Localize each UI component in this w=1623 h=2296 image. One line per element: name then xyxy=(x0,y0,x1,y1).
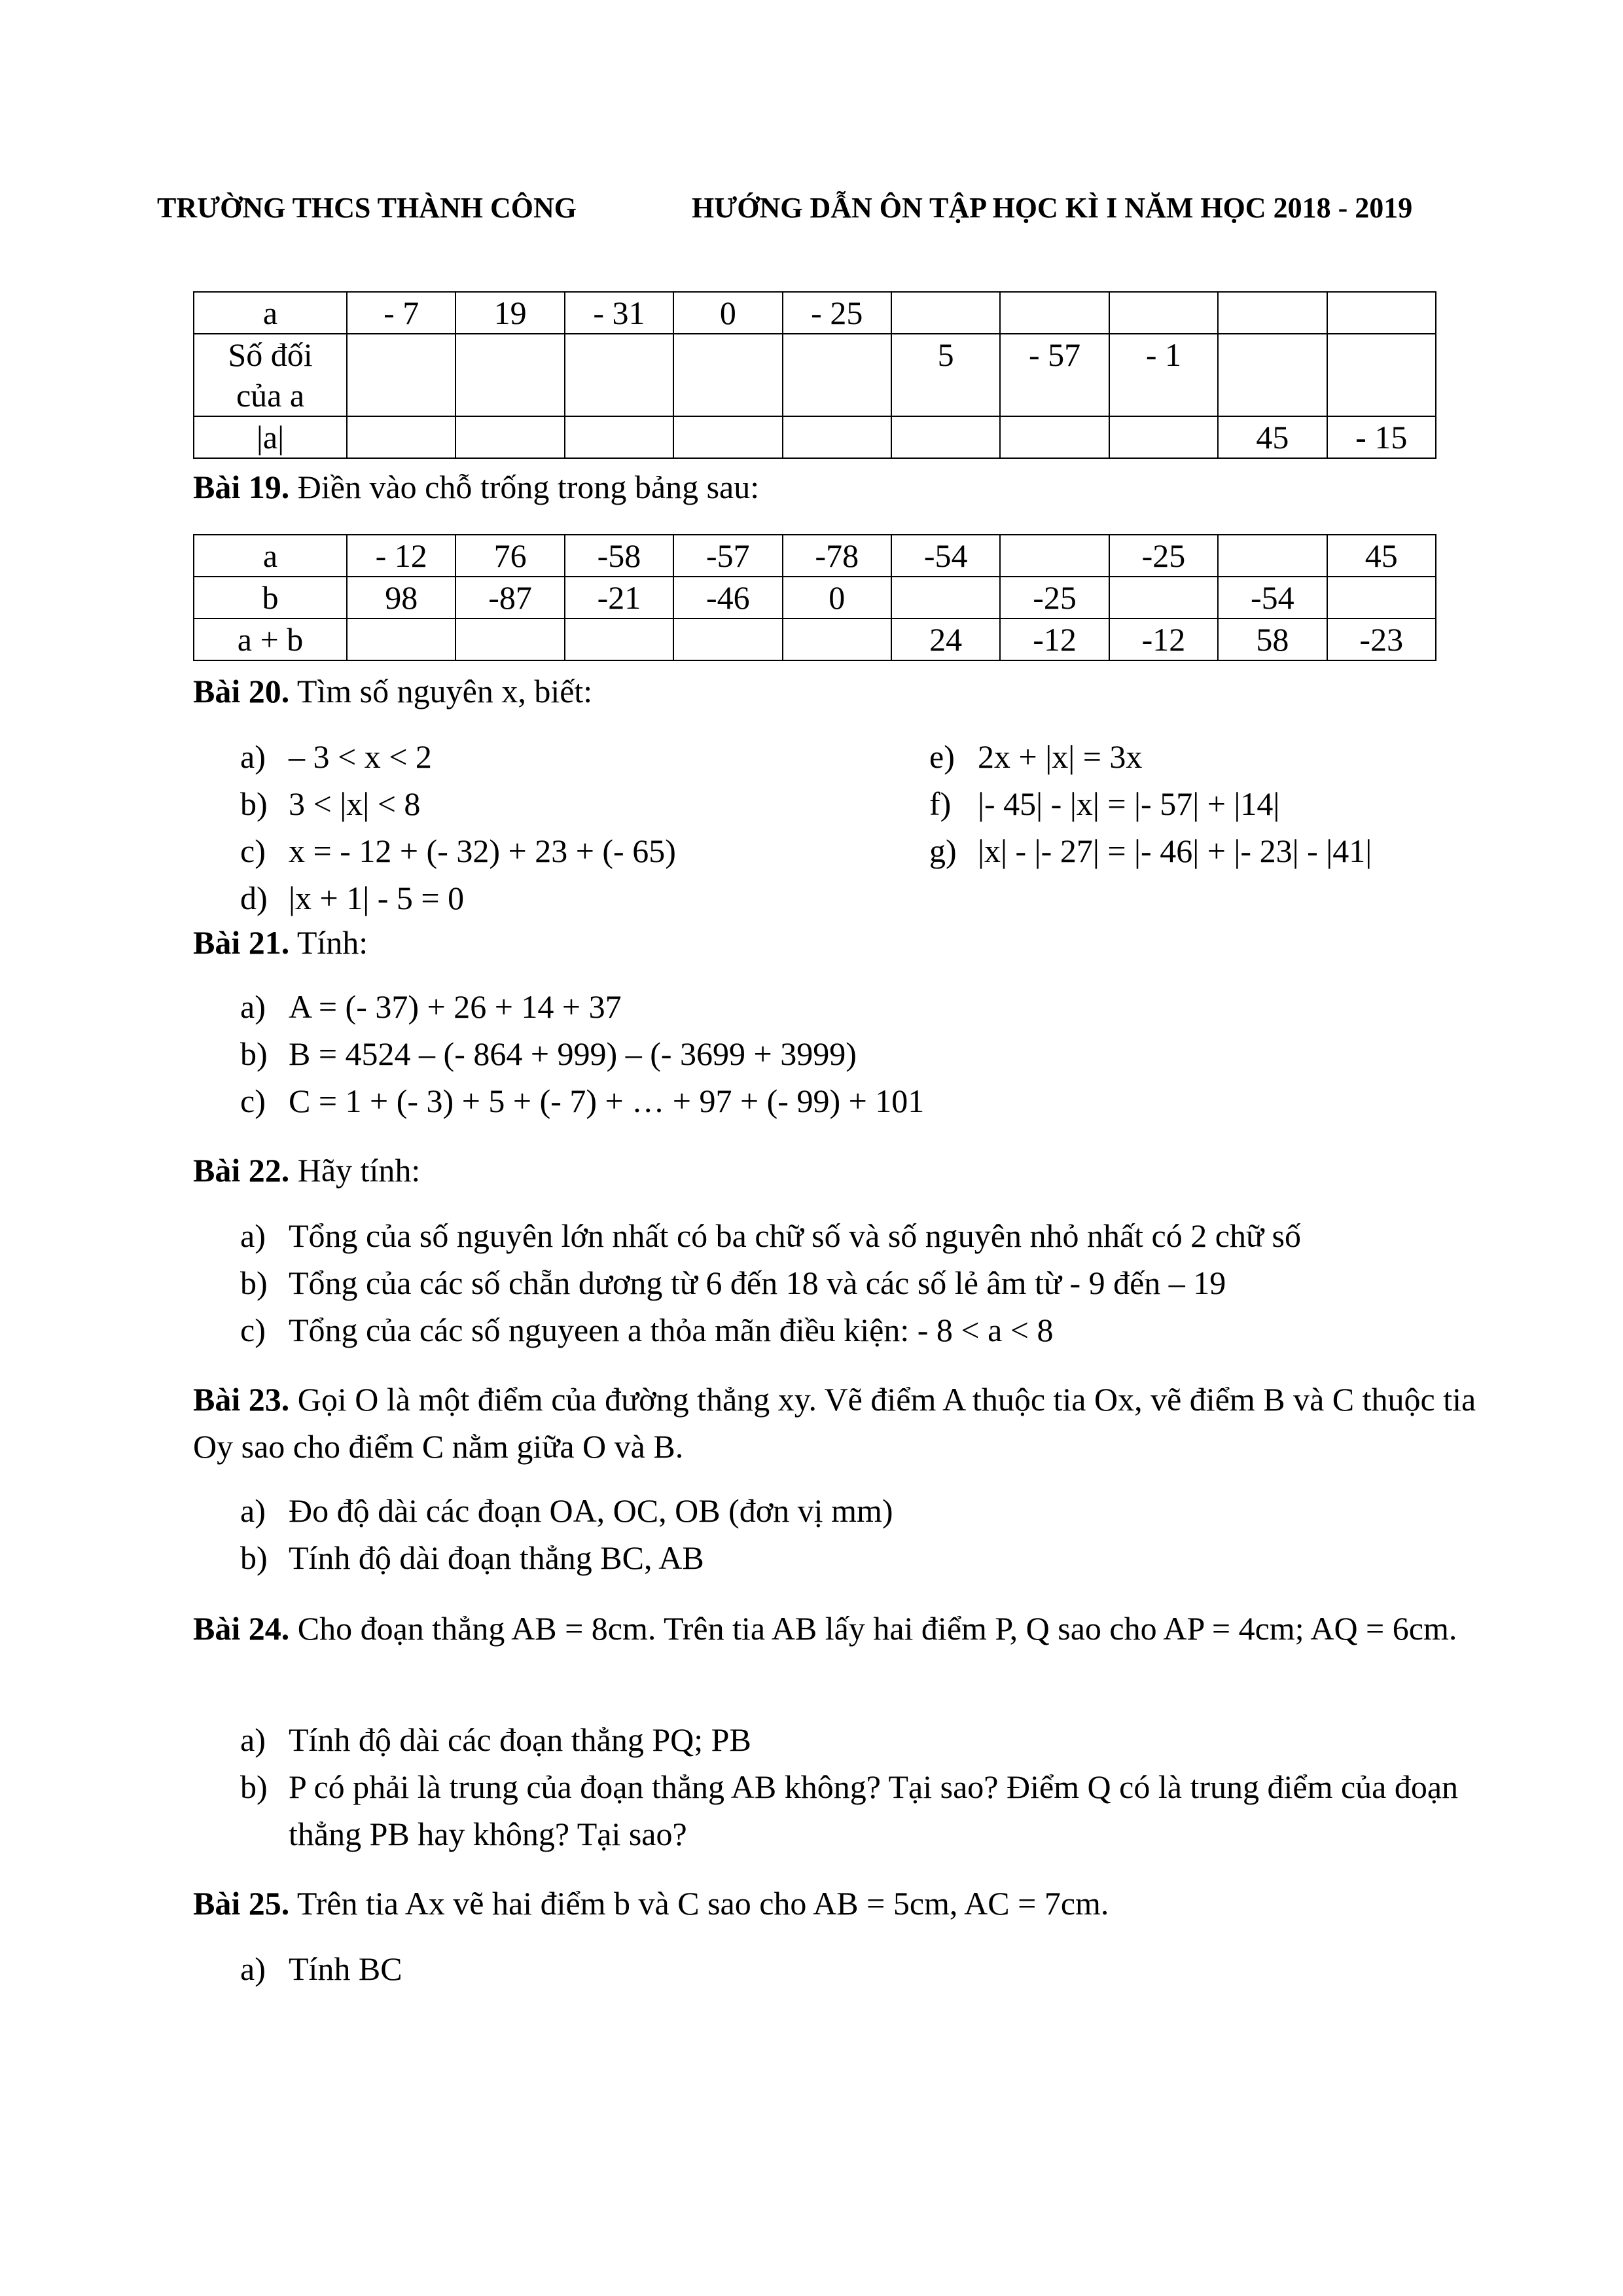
item-label: d) xyxy=(240,880,268,916)
table-cell xyxy=(783,416,891,458)
table-cell: -12 xyxy=(1109,619,1218,660)
table-row xyxy=(194,577,1436,619)
table-cell xyxy=(1000,292,1109,334)
exercise-19-heading xyxy=(193,463,1495,511)
item-label: a) xyxy=(240,1721,266,1758)
item-text: |x + 1| - 5 = 0 xyxy=(289,880,465,916)
item-label: b) xyxy=(240,1539,268,1576)
table-cell xyxy=(673,334,782,416)
exercise-25-heading xyxy=(193,1880,1495,1927)
row-label: a xyxy=(194,292,347,334)
item-text: |- 45| - |x| = |- 57| + |14| xyxy=(978,785,1280,822)
item-label: b) xyxy=(240,1035,268,1072)
table-cell xyxy=(1327,577,1436,619)
table-cell xyxy=(673,416,782,458)
table-cell xyxy=(1109,416,1218,458)
row-label-line: của a xyxy=(236,377,305,414)
table-row xyxy=(194,334,1436,416)
table-cell: 45 xyxy=(1327,535,1436,577)
exercise-text: Cho đoạn thẳng AB = 8cm. Trên tia AB lấy hai điểm P, Q sao cho AP = 4cm; AQ = 6cm. xyxy=(289,1610,1457,1647)
table-cell: 0 xyxy=(783,577,891,619)
row-label: b xyxy=(194,577,347,619)
table-cell: 98 xyxy=(347,577,455,619)
table-cell xyxy=(455,619,564,660)
exercise-text: Trên tia Ax vẽ hai điểm b và C sao cho AB = 5cm, AC = 7cm. xyxy=(289,1885,1109,1922)
table-cell: -12 xyxy=(1000,619,1109,660)
table-cell xyxy=(455,334,564,416)
list-item xyxy=(240,1534,704,1581)
table-cell xyxy=(783,334,891,416)
table-cell xyxy=(891,416,1000,458)
item-label: c) xyxy=(240,1083,266,1119)
item-text: Tính BC xyxy=(289,1950,402,1987)
table-row xyxy=(194,416,1436,458)
item-text: 3 < |x| < 8 xyxy=(289,785,421,822)
list-item xyxy=(929,827,1372,874)
table-cell: - 7 xyxy=(347,292,455,334)
table-cell xyxy=(1327,334,1436,416)
table-cell xyxy=(1109,292,1218,334)
list-item xyxy=(240,827,676,874)
row-label: |a| xyxy=(194,416,347,458)
exercise-text: Hãy tính: xyxy=(289,1152,421,1189)
list-item xyxy=(240,874,464,922)
item-label: a) xyxy=(240,738,266,775)
table-cell xyxy=(1218,334,1327,416)
table-cell: -54 xyxy=(891,535,1000,577)
item-label: c) xyxy=(240,1312,266,1348)
table-cell xyxy=(783,619,891,660)
exercise-22-heading xyxy=(193,1147,1495,1194)
table-cell xyxy=(565,334,673,416)
list-item xyxy=(240,733,432,780)
item-text: x = - 12 + (- 32) + 23 + (- 65) xyxy=(289,833,676,869)
table-cell: -87 xyxy=(455,577,564,619)
table-cell: - 25 xyxy=(783,292,891,334)
list-item xyxy=(240,1077,924,1124)
list-item xyxy=(240,1306,1054,1354)
table-cell xyxy=(565,619,673,660)
item-label: a) xyxy=(240,1950,266,1987)
item-text: Tổng của các số chẵn dương từ 6 đến 18 và các số lẻ âm từ - 9 đến – 19 xyxy=(289,1265,1226,1301)
exercise-title: Bài 25. xyxy=(193,1885,290,1922)
table-cell: -25 xyxy=(1109,535,1218,577)
item-text: Tổng của các số nguyeen a thỏa mãn điều kiện: - 8 < a < 8 xyxy=(289,1312,1054,1348)
item-text: P có phải là trung của đoạn thẳng AB không? Tại sao? Điểm Q có là trung điểm của đoạn thẳng PB hay không? Tại sao? xyxy=(289,1768,1459,1852)
table-cell: 58 xyxy=(1218,619,1327,660)
item-text: Đo độ dài các đoạn OA, OC, OB (đơn vị mm) xyxy=(289,1492,893,1529)
table-cell xyxy=(347,334,455,416)
table-cell: - 57 xyxy=(1000,334,1109,416)
item-label: b) xyxy=(240,785,268,822)
exercise-text: Điền vào chỗ trống trong bảng sau: xyxy=(289,469,760,505)
table-cell xyxy=(1218,292,1327,334)
table-cell xyxy=(891,292,1000,334)
item-label: e) xyxy=(929,738,955,775)
exercise-23-heading xyxy=(193,1376,1495,1470)
item-text: – 3 < x < 2 xyxy=(289,738,432,775)
item-text: C = 1 + (- 3) + 5 + (- 7) + … + 97 + (- 99) + 101 xyxy=(289,1083,925,1119)
exercise-text: Tính: xyxy=(289,924,368,961)
exercise-title: Bài 23. xyxy=(193,1381,290,1418)
table-cell: 5 xyxy=(891,334,1000,416)
list-item xyxy=(240,1716,751,1763)
list-item xyxy=(240,1212,1301,1259)
exercise-title: Bài 19. xyxy=(193,469,290,505)
item-label: c) xyxy=(240,833,266,869)
table-cell: 0 xyxy=(673,292,782,334)
item-label: f) xyxy=(929,785,952,822)
item-label: b) xyxy=(240,1768,268,1805)
exercise-text: Gọi O là một điểm của đường thẳng xy. Vẽ điểm A thuộc tia Ox, vẽ điểm B và C thuộc tia Oy sao cho điểm C nằm giữa O và B. xyxy=(193,1381,1476,1465)
item-text: Tính độ dài các đoạn thẳng PQ; PB xyxy=(289,1721,751,1758)
table-cell xyxy=(1000,535,1109,577)
table-row xyxy=(194,619,1436,660)
item-text: Tổng của số nguyên lớn nhất có ba chữ số và số nguyên nhỏ nhất có 2 chữ số xyxy=(289,1217,1301,1254)
item-text: A = (- 37) + 26 + 14 + 37 xyxy=(289,988,622,1025)
table-cell: - 15 xyxy=(1327,416,1436,458)
row-label: a + b xyxy=(194,619,347,660)
table-cell xyxy=(1000,416,1109,458)
exercise-21-heading xyxy=(193,919,1495,966)
exercise-title: Bài 20. xyxy=(193,673,290,709)
table-cell xyxy=(1327,292,1436,334)
row-label xyxy=(194,334,347,416)
table-cell: -57 xyxy=(673,535,782,577)
sum-table xyxy=(193,534,1436,661)
item-label: a) xyxy=(240,988,266,1025)
table-cell: 45 xyxy=(1218,416,1327,458)
list-item xyxy=(240,780,420,827)
table-cell: - 31 xyxy=(565,292,673,334)
list-item xyxy=(240,1763,1503,1857)
table-cell: -21 xyxy=(565,577,673,619)
table-cell xyxy=(673,619,782,660)
list-item xyxy=(240,983,622,1030)
item-text: Tính độ dài đoạn thẳng BC, AB xyxy=(289,1539,704,1576)
exercise-title: Bài 22. xyxy=(193,1152,290,1189)
table-cell xyxy=(891,577,1000,619)
table-cell xyxy=(1109,577,1218,619)
item-text: B = 4524 – (- 864 + 999) – (- 3699 + 3999) xyxy=(289,1035,857,1072)
row-label: a xyxy=(194,535,347,577)
list-item xyxy=(240,1259,1226,1306)
exercise-24-heading xyxy=(193,1605,1495,1652)
table-cell xyxy=(455,416,564,458)
item-text: 2x + |x| = 3x xyxy=(978,738,1143,775)
table-cell xyxy=(347,416,455,458)
table-cell: -25 xyxy=(1000,577,1109,619)
exercise-20-heading xyxy=(193,668,1495,715)
table-cell: - 12 xyxy=(347,535,455,577)
page-header xyxy=(157,191,1499,237)
table-row xyxy=(194,535,1436,577)
list-item xyxy=(929,733,1142,780)
school-name: TRƯỜNG THCS THÀNH CÔNG xyxy=(157,192,577,224)
table-cell: 19 xyxy=(455,292,564,334)
list-item xyxy=(929,780,1279,827)
table-cell: -54 xyxy=(1218,577,1327,619)
item-label: a) xyxy=(240,1217,266,1254)
document-title: HƯỚNG DẪN ÔN TẬP HỌC KÌ I NĂM HỌC 2018 - 2019 xyxy=(692,192,1413,224)
table-cell: -78 xyxy=(783,535,891,577)
table-cell xyxy=(347,619,455,660)
item-label: b) xyxy=(240,1265,268,1301)
item-text: |x| - |- 27| = |- 46| + |- 23| - |41| xyxy=(978,833,1372,869)
opposite-abs-table xyxy=(193,291,1436,459)
table-cell: -58 xyxy=(565,535,673,577)
row-label-line: Số đối xyxy=(228,336,313,373)
table-cell xyxy=(565,416,673,458)
exercise-title: Bài 24. xyxy=(193,1610,290,1647)
table-row xyxy=(194,292,1436,334)
item-label: a) xyxy=(240,1492,266,1529)
list-item xyxy=(240,1487,893,1534)
item-label: g) xyxy=(929,833,957,869)
list-item xyxy=(240,1945,402,1992)
exercise-text: Tìm số nguyên x, biết: xyxy=(289,673,593,709)
table-cell xyxy=(1218,535,1327,577)
table-cell: 24 xyxy=(891,619,1000,660)
table-cell: -23 xyxy=(1327,619,1436,660)
list-item xyxy=(240,1030,857,1077)
exercise-title: Bài 21. xyxy=(193,924,290,961)
table-cell: 76 xyxy=(455,535,564,577)
table-cell: - 1 xyxy=(1109,334,1218,416)
table-cell: -46 xyxy=(673,577,782,619)
